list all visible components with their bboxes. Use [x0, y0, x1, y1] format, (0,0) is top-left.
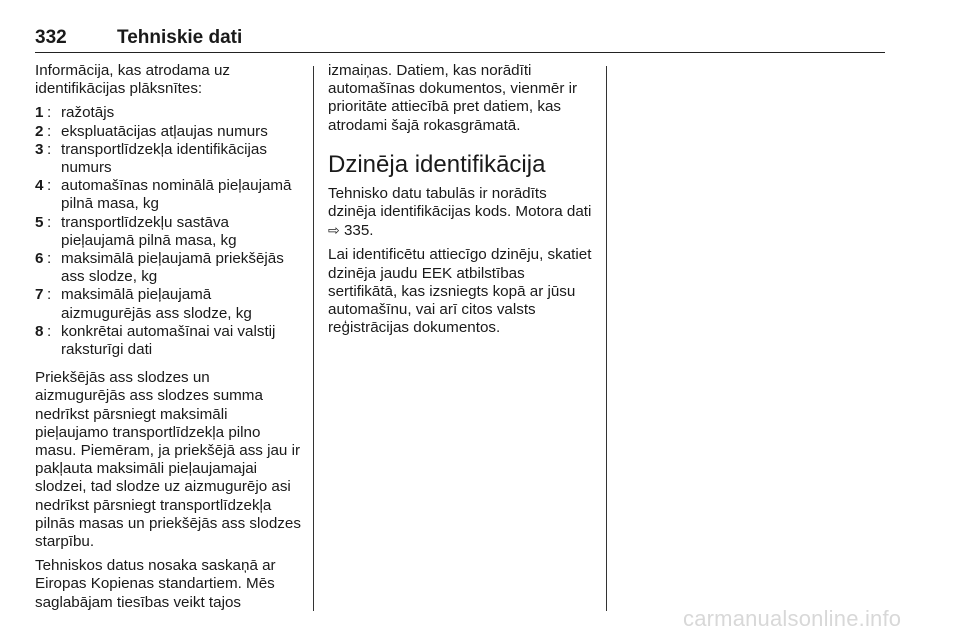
item-separator: :: [47, 250, 52, 268]
item-text: konkrētai automašīnai vai valstij raksturīgi dati: [61, 322, 276, 359]
page-number: 332: [35, 27, 67, 48]
item-text: maksimālā pieļaujamā priekšējās ass slodze, kg: [61, 250, 284, 286]
page-reference-link[interactable]: 335.: [339, 222, 374, 240]
item-text: transportlīdzekļu sastāva pieļaujamā pilnā masa, kg: [61, 213, 237, 249]
item-text: automašīnas nominālā pieļaujamā pilnā masa, kg: [61, 177, 292, 213]
section-title: Tehniskie dati: [117, 27, 243, 48]
engine-identification-heading: Dzinēja identifikācija: [328, 150, 546, 178]
item-number: 3: [35, 140, 44, 158]
axle-load-paragraph: Priekšējās ass slodzes un aizmugurējās ass slodzes summa nedrīkst pārsniegt maksimāli pieļaujamo transportlīdzekļa pilno masu. Piemēram, ja priekšējā ass jau ir pakļauta maksimāli pieļaujamajai slodzei, tad slodze uz aizmugurējo asi nedrīkst pārsniegt transportlīdzekļa pilnās masas un priekšējās ass slodzes starpību.: [35, 369, 301, 551]
middle-column: [328, 62, 596, 343]
list-item: [35, 104, 303, 122]
column-divider-left: [313, 66, 314, 611]
watermark-text: carmanualsonline.info: [683, 606, 902, 631]
plate-fields-list: [35, 104, 303, 359]
list-item: [35, 323, 303, 359]
page-header: [35, 28, 885, 53]
item-number: 7: [35, 286, 44, 304]
standards-paragraph: Tehniskos datus nosaka saskaņā ar Eiropas Kopienas standartiem. Mēs saglabājam tiesības veikt tajos: [35, 557, 276, 611]
page-reference-arrow-icon: ⇨: [328, 222, 340, 239]
item-separator: :: [47, 213, 52, 231]
list-item: [35, 250, 303, 286]
item-number: 8: [35, 322, 44, 340]
item-text: ražotājs: [61, 104, 115, 122]
item-number: 6: [35, 250, 44, 268]
continued-paragraph: izmaiņas. Datiem, kas norādīti automašīnas dokumentos, vienmēr ir prioritāte attiecībā pret datiem, kas atrodami šajā rokasgrāmatā.: [328, 62, 578, 134]
item-separator: :: [47, 322, 52, 340]
item-text: transportlīdzekļa identifikācijas numurs: [61, 140, 267, 177]
item-separator: :: [47, 104, 52, 122]
item-text: maksimālā pieļaujamā aizmugurējās ass slodze, kg: [61, 286, 252, 322]
item-number: 5: [35, 213, 44, 231]
left-column: [35, 62, 303, 618]
list-item: [35, 141, 303, 177]
list-item: [35, 214, 303, 250]
engine-code-paragraph: [328, 185, 596, 241]
list-item: [35, 123, 303, 141]
engine-code-text: Tehnisko datu tabulās ir norādīts dzinēja identifikācijas kods. Motora dati: [328, 184, 592, 221]
item-text: ekspluatācijas atļaujas numurs: [61, 122, 268, 140]
intro-paragraph: Informācija, kas atrodama uz identifikācijas plāksnītes:: [35, 62, 230, 98]
item-separator: :: [47, 122, 52, 140]
item-number: 1: [35, 104, 44, 122]
engine-power-paragraph: Lai identificētu attiecīgo dzinēju, skatiet dzinēja jaudu EEK atbilstības sertifikātā, kas izsniegts kopā ar jūsu automašīnu, vai arī citos valsts reģistrācijas dokumentos.: [328, 246, 592, 337]
item-separator: :: [47, 286, 52, 304]
item-separator: :: [47, 140, 52, 158]
list-item: [35, 286, 303, 322]
column-divider-right: [606, 66, 607, 611]
item-separator: :: [47, 177, 52, 195]
item-number: 4: [35, 177, 44, 195]
list-item: [35, 177, 303, 213]
item-number: 2: [35, 122, 44, 140]
